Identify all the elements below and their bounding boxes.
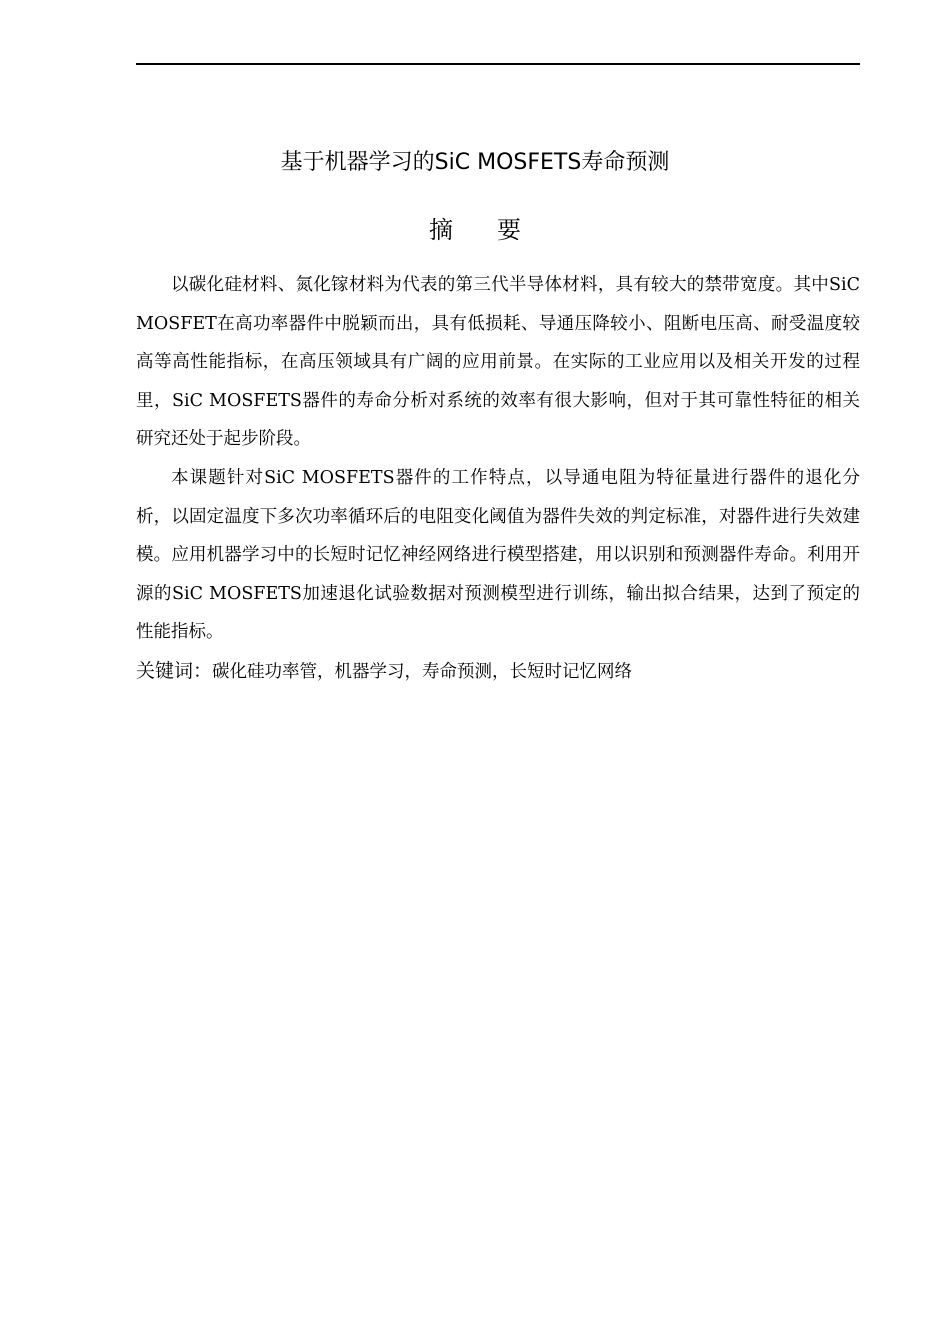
abstract-paragraph-1: 以碳化硅材料、氮化镓材料为代表的第三代半导体材料，具有较大的禁带宽度。其中SiC MOSFET在高功率器件中脱颖而出，具有低损耗、导通压降较小、阻断电压高、耐受温度较高等高性能指标，在高压领域具有广阔的应用前景。在实际的工业应用以及相关开发的过程里，SiC MOSFETS器件的寿命分析对系统的效率有很大影响，但对于其可靠性特征的相关研究还处于起步阶段。 [136,275,860,450]
abstract-body [136,266,860,692]
keywords-label: 关键词： [136,659,213,682]
keywords-text: 碳化硅功率管，机器学习，寿命预测，长短时记忆网络 [212,661,633,682]
document-title: 基于机器学习的SiC MOSFETS寿命预测 [280,150,670,175]
abstract-heading [0,214,950,246]
abstract-heading-char-2: 要 [497,216,521,244]
header-rule [136,63,860,65]
keywords-line [136,652,860,692]
abstract-paragraph-2: 本课题针对SiC MOSFETS器件的工作特点，以导通电阻为特征量进行器件的退化分析，以固定温度下多次功率循环后的电阻变化阈值为器件失效的判定标准，对器件进行失效建模。应用机器学习中的长短时记忆神经网络进行模型搭建，用以识别和预测器件寿命。利用开源的SiC MOSFETS加速退化试验数据对预测模型进行训练，输出拟合结果，达到了预定的性能指标。 [136,467,860,643]
abstract-heading-char-1: 摘 [429,216,453,244]
